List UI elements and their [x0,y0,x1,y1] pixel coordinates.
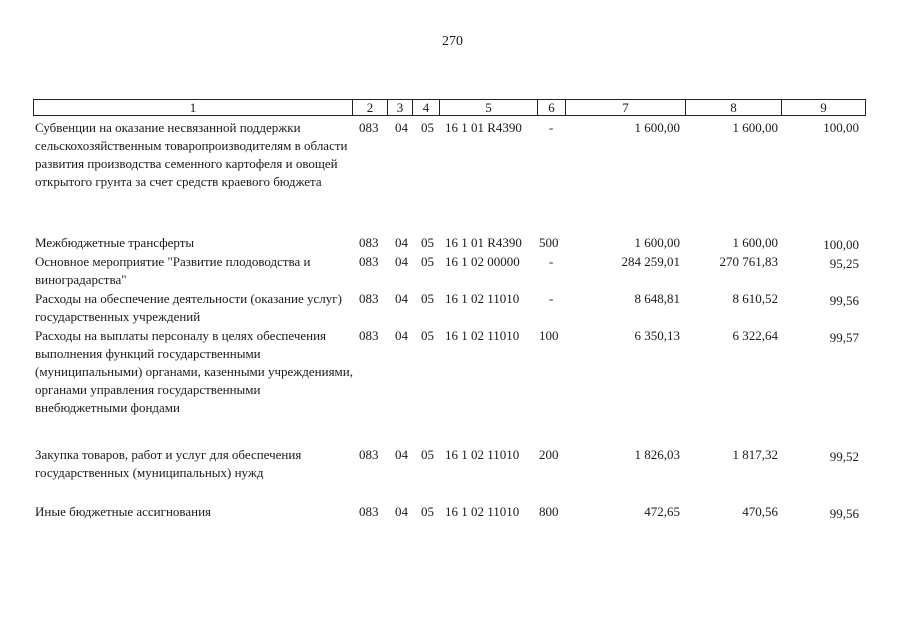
column-header: 1 [33,99,353,116]
row-planned: 1 600,00 [634,120,680,135]
row-target: 16 1 02 11010 [445,504,520,519]
row-description: Закупка товаров, работ и услуг для обеспечения государственных (муниципальных) нужд [35,447,302,480]
row-percent: 99,56 [829,506,859,521]
row-section: 04 [395,235,408,250]
row-grbs: 083 [359,291,379,306]
column-header: 5 [440,99,538,116]
row-grbs: 083 [359,254,379,269]
row-description: Межбюджетные трансферты [35,235,195,250]
row-target: 16 1 02 11010 [445,291,520,306]
column-header: 2 [353,99,388,116]
row-kind: 200 [539,447,559,462]
column-header: 8 [686,99,782,116]
row-planned: 1 600,00 [634,235,680,250]
row-section: 04 [395,291,408,306]
column-header: 3 [388,99,413,116]
row-subsection: 05 [421,328,434,343]
row-section: 04 [395,120,408,135]
row-grbs: 083 [359,120,379,135]
row-description: Расходы на выплаты персоналу в целях обеспечения выполнения функций государственными (муниципальными) органами, казенными учреждениями, органами управления государственными внебюджетными фондами [35,328,353,415]
row-target: 16 1 01 R4390 [445,120,522,135]
row-executed: 1 817,32 [732,447,778,462]
row-description: Иные бюджетные ассигнования [35,504,212,519]
row-subsection: 05 [421,120,434,135]
row-description: Основное мероприятие "Развитие плодоводства и виноградарства" [35,254,311,287]
page-number: 270 [442,34,463,49]
row-grbs: 083 [359,235,379,250]
row-kind: 500 [539,235,559,250]
row-percent: 95,25 [829,256,859,271]
row-executed: 470,56 [742,504,778,519]
column-header: 6 [538,99,566,116]
row-grbs: 083 [359,504,379,519]
row-planned: 284 259,01 [621,254,680,269]
row-kind: - [549,291,554,306]
row-planned: 472,65 [644,504,680,519]
row-planned: 8 648,81 [634,291,680,306]
row-target: 16 1 02 00000 [445,254,520,269]
row-percent: 100,00 [823,237,859,252]
row-percent: 99,52 [829,449,859,464]
column-header: 9 [782,99,866,116]
row-subsection: 05 [421,291,434,306]
row-executed: 1 600,00 [732,235,778,250]
row-executed: 6 322,64 [732,328,778,343]
row-subsection: 05 [421,504,434,519]
row-grbs: 083 [359,447,379,462]
row-executed: 1 600,00 [732,120,778,135]
row-grbs: 083 [359,328,379,343]
row-target: 16 1 02 11010 [445,447,520,462]
row-subsection: 05 [421,235,434,250]
row-kind: 100 [539,328,559,343]
row-kind: 800 [539,504,559,519]
row-section: 04 [395,504,408,519]
row-section: 04 [395,254,408,269]
column-header: 7 [566,99,686,116]
row-percent: 99,57 [829,330,859,345]
row-planned: 1 826,03 [634,447,680,462]
row-section: 04 [395,328,408,343]
row-target: 16 1 01 R4390 [445,235,522,250]
row-subsection: 05 [421,254,434,269]
row-description: Субвенции на оказание несвязанной поддержки сельскохозяйственным товаропроизводителям в области развития производства семенного картофеля и овощей открытого грунта за счет средств краевого бюджета [35,120,348,189]
row-percent: 99,56 [829,293,859,308]
row-target: 16 1 02 11010 [445,328,520,343]
row-executed: 8 610,52 [732,291,778,306]
row-description: Расходы на обеспечение деятельности (оказание услуг) государственных учреждений [35,291,342,324]
row-subsection: 05 [421,447,434,462]
row-executed: 270 761,83 [719,254,778,269]
row-kind: - [549,120,554,135]
row-planned: 6 350,13 [634,328,680,343]
row-kind: - [549,254,554,269]
row-percent: 100,00 [823,120,859,135]
column-header: 4 [413,99,440,116]
row-section: 04 [395,447,408,462]
